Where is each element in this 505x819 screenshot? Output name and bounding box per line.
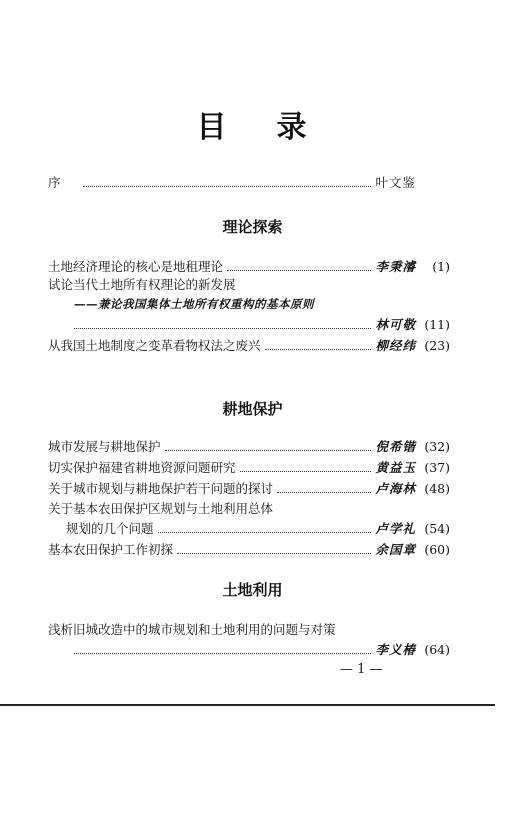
- dot-leader: [74, 328, 371, 329]
- entry-title: 浅析旧城改造中的城市规划和土地利用的问题与对策: [48, 622, 336, 637]
- toc-entry[interactable]: [48, 459, 450, 477]
- dot-leader: [265, 349, 372, 350]
- page-title: [0, 102, 505, 146]
- title-char-1: 目: [196, 110, 229, 145]
- entry-page: (11): [424, 317, 450, 332]
- dot-leader: [83, 186, 372, 187]
- toc-entry[interactable]: [66, 520, 450, 538]
- entry-page: (54): [424, 521, 450, 536]
- entry-title: 切实保护福建省耕地资源问题研究: [48, 460, 236, 475]
- entry-title: 土地经济理论的核心是地租理论: [48, 259, 224, 274]
- entry-title: 从我国土地制度之变革看物权法之废兴: [48, 338, 261, 353]
- entry-author: 卢学礼: [375, 521, 416, 536]
- entry-page: (64): [424, 642, 450, 657]
- toc-entry[interactable]: [48, 500, 450, 518]
- entry-page: (32): [424, 439, 450, 454]
- toc-entry[interactable]: [48, 276, 450, 294]
- dot-leader: [277, 492, 371, 493]
- entry-author: 余国章: [375, 542, 416, 557]
- entry-title: 关于城市规划与耕地保护若干问题的探讨: [48, 481, 274, 496]
- entry-author: 李义椿: [375, 642, 416, 657]
- entry-title: 城市发展与耕地保护: [48, 439, 161, 454]
- entry-title: 基本农田保护工作初探: [48, 542, 174, 557]
- entry-title: 关于基本农田保护区规划与土地利用总体: [48, 501, 274, 516]
- entry-author: 柳经纬: [375, 338, 416, 353]
- entry-author: 林可敬: [375, 317, 416, 332]
- dot-leader: [165, 450, 372, 451]
- dot-leader: [177, 553, 371, 554]
- title-char-2: 录: [276, 110, 309, 145]
- entry-page: (1): [432, 259, 450, 274]
- section-heading-theory: 理论探索: [222, 218, 283, 236]
- entry-page: (60): [424, 542, 450, 557]
- entry-author: 李秉濬: [375, 259, 416, 274]
- toc-entry[interactable]: [48, 621, 450, 639]
- toc-entry[interactable]: [48, 438, 450, 456]
- entry-page: (23): [424, 338, 450, 353]
- entry-title: 序: [48, 175, 61, 190]
- entry-author: 黄益玉: [375, 460, 416, 475]
- entry-page: (48): [424, 481, 450, 496]
- entry-author: 倪希锴: [375, 439, 416, 454]
- entry-title: 规划的几个问题: [66, 521, 154, 536]
- toc-entry[interactable]: [48, 541, 450, 559]
- dot-leader: [240, 471, 372, 472]
- dot-leader: [227, 270, 371, 271]
- toc-entry[interactable]: [48, 641, 450, 659]
- entry-subtitle: ——兼论我国集体土地所有权重构的基本原则: [74, 297, 314, 311]
- entry-author: 卢海林: [375, 481, 416, 496]
- page-number: — 1 —: [340, 662, 383, 677]
- dot-leader: [158, 532, 372, 533]
- entry-author: 叶文鉴: [375, 175, 416, 190]
- toc-entry[interactable]: [48, 337, 450, 355]
- scan-edge-rule: [0, 704, 495, 706]
- entry-page: (37): [424, 460, 450, 475]
- toc-entry-preface[interactable]: [48, 174, 450, 192]
- entry-title: 试论当代土地所有权理论的新发展: [48, 277, 236, 292]
- section-heading-farmland: 耕地保护: [222, 400, 283, 418]
- toc-entry[interactable]: [48, 316, 450, 334]
- section-heading-land-use: 土地利用: [222, 581, 283, 599]
- toc-entry[interactable]: [48, 480, 450, 498]
- toc-entry[interactable]: [48, 258, 450, 276]
- dot-leader: [74, 653, 371, 654]
